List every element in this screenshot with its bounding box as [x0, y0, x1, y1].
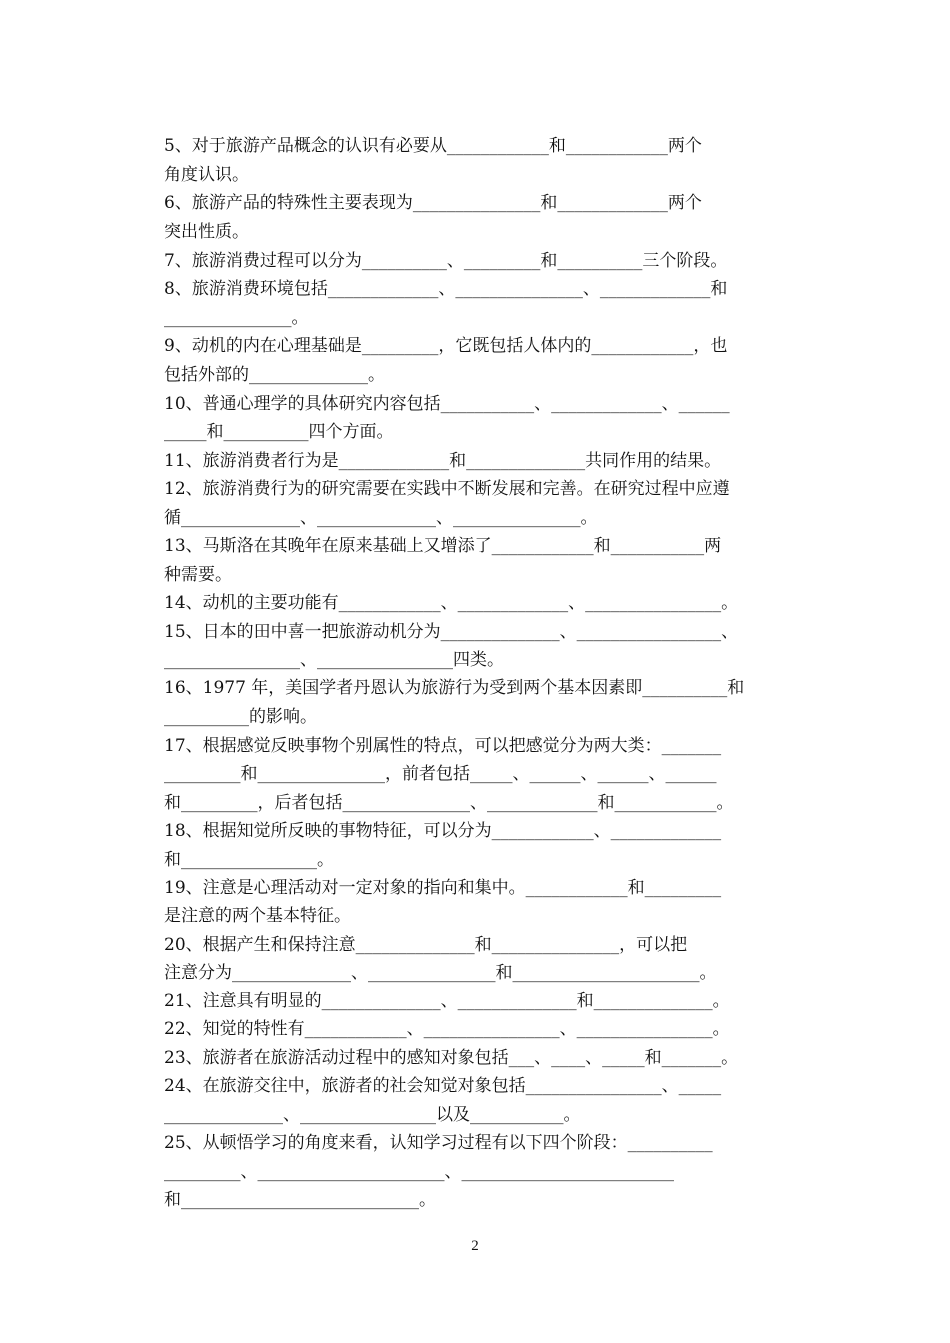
q13-line2: 种需要。 — [164, 565, 232, 585]
page-number: 2 — [471, 1238, 479, 1254]
q6-line2: 突出性质。 — [164, 222, 249, 242]
q17-line3: 和_________，后者包括_______________、_____________和____________。 — [164, 793, 734, 813]
q21-line1: 21、注意具有明显的______________、______________和______________。 — [164, 991, 730, 1011]
q14-line1: 14、动机的主要功能有____________、_____________、________________。 — [164, 593, 739, 613]
q22-line1: 22、知觉的特性有____________、________________、________________。 — [164, 1019, 730, 1039]
q12-line1: 12、旅游消费行为的研究需要在实践中不断发展和完善。在研究过程中应遵 — [164, 479, 730, 499]
q24-line1: 24、在旅游交往中，旅游者的社会知觉对象包括________________、_____ — [164, 1076, 722, 1096]
q9-line1: 9、动机的内在心理基础是_________，它既包括人体内的____________，也 — [164, 336, 728, 356]
q5-line1: 5、对于旅游产品概念的认识有必要从____________和____________两个 — [164, 136, 702, 156]
q23-line1: 23、旅游者在旅游活动过程中的感知对象包括___、____、_____和_______。 — [164, 1048, 739, 1068]
q5-line2: 角度认识。 — [164, 165, 249, 185]
q18-line2: 和________________。 — [164, 850, 334, 870]
q8-line1: 8、旅游消费环境包括_____________、_______________、_____________和 — [164, 279, 728, 299]
q16-line1: 16、1977 年，美国学者丹恩认为旅游行为受到两个基本因素即__________和 — [164, 678, 745, 698]
q16-line2: __________的影响。 — [164, 707, 317, 727]
q13-line1: 13、马斯洛在其晚年在原来基础上又增添了____________和___________两 — [164, 536, 722, 556]
q10-line2: _____和__________四个方面。 — [164, 422, 394, 442]
q15-line2: ________________、________________四类。 — [164, 650, 504, 670]
q19-line2: 是注意的两个基本特征。 — [164, 906, 351, 926]
q20-line1: 20、根据产生和保持注意______________和_______________，可以把 — [164, 935, 688, 955]
q7-line1: 7、旅游消费过程可以分为__________、_________和__________三个阶段。 — [164, 251, 728, 271]
q9-line2: 包括外部的______________。 — [164, 365, 385, 385]
q25-line3: 和____________________________。 — [164, 1190, 436, 1210]
q25-line1: 25、从顿悟学习的角度来看，认知学习过程有以下四个阶段：__________ — [164, 1133, 713, 1153]
q6-line1: 6、旅游产品的特殊性主要表现为_______________和_____________两个 — [164, 193, 702, 213]
q25-line2: _________、______________________、_________________________ — [164, 1162, 674, 1182]
q20-line2: 注意分为______________、_______________和______________________。 — [164, 963, 717, 983]
q24-line2: ______________、________________以及___________。 — [164, 1105, 581, 1125]
q15-line1: 15、日本的田中喜一把旅游动机分为______________、_________________、 — [164, 622, 739, 642]
q17-line1: 17、根据感觉反映事物个别属性的特点，可以把感觉分为两大类：_______ — [164, 736, 722, 756]
q19-line1: 19、注意是心理活动对一定对象的指向和集中。____________和_________ — [164, 878, 722, 898]
q12-line2: 循______________、______________、_______________。 — [164, 508, 598, 528]
q17-line2: _________和_______________，前者包括_____、______、______、______ — [164, 764, 717, 784]
q8-line2: _______________。 — [164, 308, 309, 328]
q18-line1: 18、根据知觉所反映的事物特征，可以分为____________、_____________ — [164, 821, 722, 841]
q10-line1: 10、普通心理学的具体研究内容包括___________、_____________、______ — [164, 394, 730, 414]
q11-line1: 11、旅游消费者行为是_____________和______________共同作用的结果。 — [164, 451, 722, 471]
